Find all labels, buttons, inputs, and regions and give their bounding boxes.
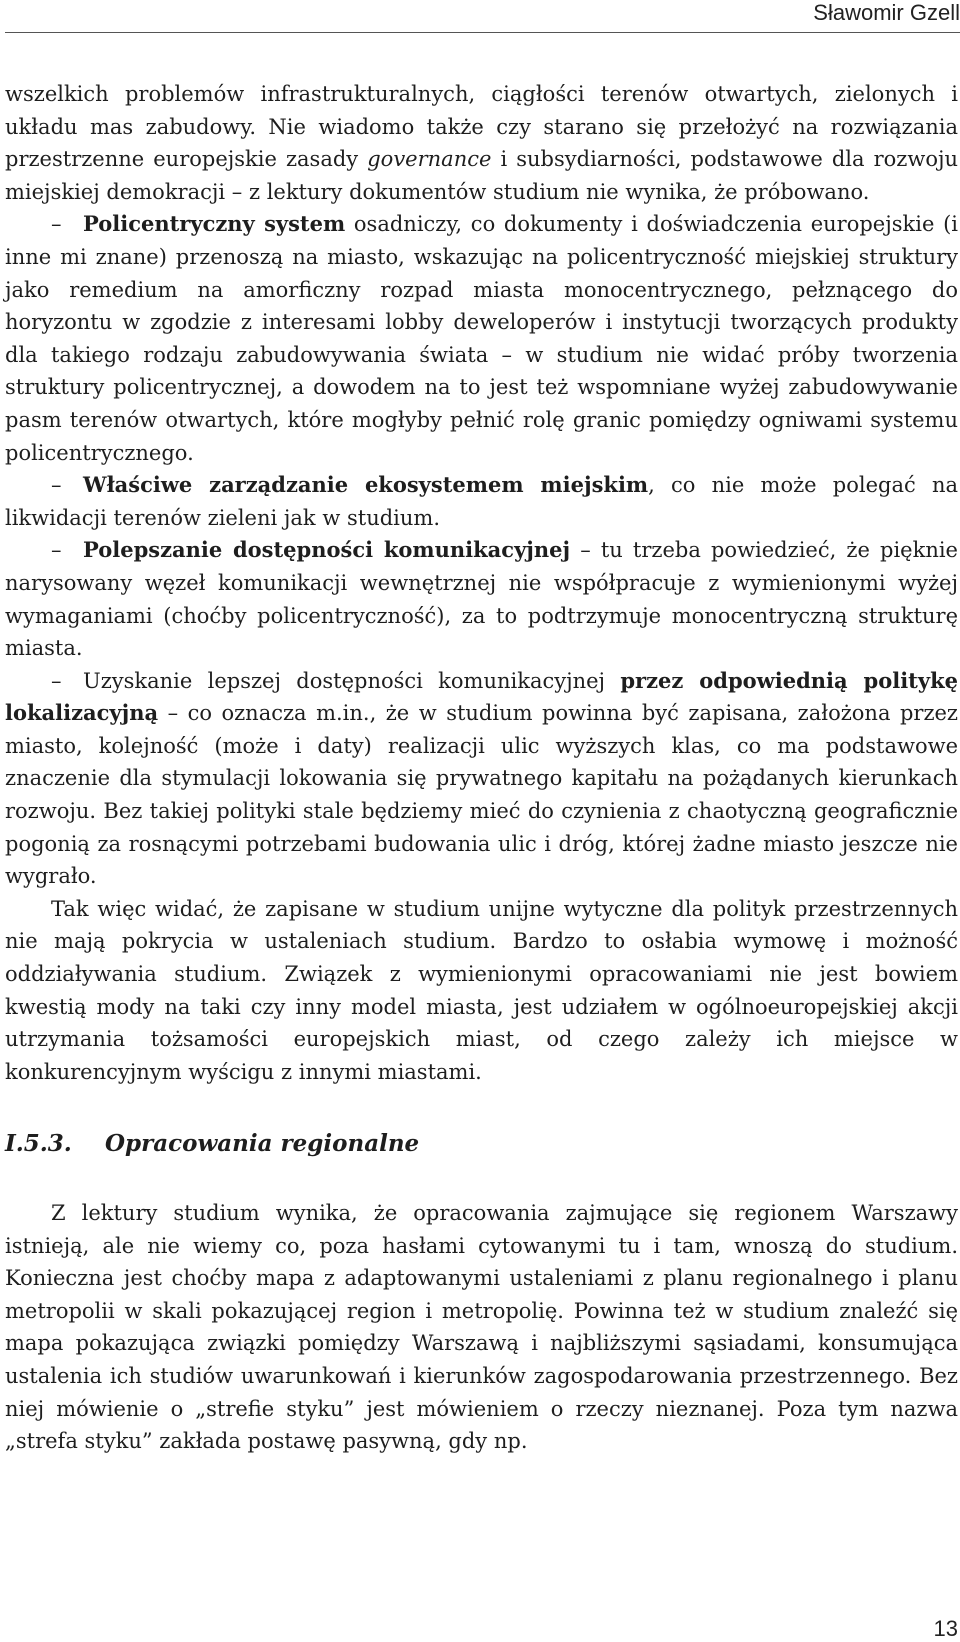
list-item-polityka: – Uzyskanie lepszej dostępności komunikacyjnej przez odpowiednią politykę lokalizacyjną – co oznacza m.in., że w studium powinna być zapisana, założona przez miasto, kolejność (może i daty) realizacji ulic wyższych klas, co ma podstawowe znaczenie dla stymulacji lokowania się prywatnego kapitału na pożądanych kierunkach rozwoju. Bez takiej polityki stale będziemy mieć do czynienia z chaotyczną geograficznie pogonią za rosnącymi potrzebami budowania ulic i dróg, której żadne miasto jeszcze nie wygrało. xyxy=(5,665,958,893)
dash-marker: – xyxy=(51,212,62,237)
dash-marker: – xyxy=(51,668,62,693)
paragraph-1: wszelkich problemów infrastrukturalnych, ciągłości terenów otwartych, zielonych i układu mas zabudowy. Nie wiadomo także czy starano się przełożyć na rozwiązania przestrzenne europejskie zasady governance i subsydiarności, podstawowe dla rozwoju miejskiej demokracji – z lektury dokumentów studium nie wynika, że próbowano. xyxy=(5,82,958,204)
paragraph-summary: Tak więc widać, że zapisane w studium unijne wytyczne dla polityk przestrzennych nie mają pokrycia w ustaleniach studium. Bardzo to osłabia wymowę i możność oddziaływania studium. Związek z wymienionymi opracowaniami nie jest bowiem kwestią mody na taki czy inny model miasta, jest udziałem w ogólnoeuropejskiej akcji utrzymania tożsamości europejskich miast, od czego zależy ich miejsce w konkurencyjnym wyścigu z innymi miastami. xyxy=(5,896,958,1084)
dash-marker: – xyxy=(51,473,62,498)
section-title: Opracowania regionalne xyxy=(105,1130,420,1158)
list-item-policentryczny: – Policentryczny system osadniczy, co dokumenty i doświadczenia europejskie (i inne mi znane) przenoszą na miasto, wskazując na policentryczność miejskiej struktury jako remedium na amorficzny rozpad miasta monocentrycznego, pełznącego do horyzontu w zgodzie z interesami lobby deweloperów i instytucji tworzących produkty dla takiego rodzaju zabudowywania świata – w studium nie widać próby tworzenia struktury policentrycznej, a dowodem na to jest też wspomniane wyżej zabudowywanie pasm terenów otwartych, które mogłyby pełnić rolę granic pomiędzy ogniwami systemu policentrycznego. xyxy=(5,208,958,469)
section-heading xyxy=(5,1128,958,1161)
running-head-author: Sławomir Gzell xyxy=(813,0,960,25)
page-number: 13 xyxy=(933,1616,958,1641)
dash-marker: – xyxy=(51,538,62,563)
body-text xyxy=(5,78,958,1458)
italic-term: governance xyxy=(367,147,492,172)
header-rule xyxy=(5,32,960,33)
paragraph-regional: Z lektury studium wynika, że opracowania zajmujące się regionem Warszawy istnieją, ale nie wiemy co, poza hasłami cytowanymi tu i tam, wnoszą do studium. Konieczna jest choćby mapa z adaptowanymi ustaleniami z planu regionalnego i planu metropolii w skali pokazującej region i metropolię. Powinna też w studium znaleźć się mapa pokazująca związki pomiędzy Warszawą i najbliższymi sąsiadami, konsumująca ustalenia ich studiów uwarunkowań i kierunków zagospodarowania przestrzennego. Bez niej mówienie o „strefie styku” jest mówieniem o rzeczy nieznanej. Poza tym nazwa „strefa styku” zakłada postawę pasywną, gdy np. xyxy=(5,1201,958,1454)
list-item-dostepnosc: – Polepszanie dostępności komunikacyjnej – tu trzeba powiedzieć, że pięknie narysowany węzeł komunikacji wewnętrznej nie współpracuje z wymienionymi wyżej wymaganiami (choćby policentryczność), za to podtrzymuje monocentryczną strukturę miasta. xyxy=(5,534,958,664)
list-item-ekosystem: – Właściwe zarządzanie ekosystemem miejskim, co nie może polegać na likwidacji terenów zieleni jak w studium. xyxy=(5,469,958,534)
section-number: I.5.3. xyxy=(5,1130,72,1158)
